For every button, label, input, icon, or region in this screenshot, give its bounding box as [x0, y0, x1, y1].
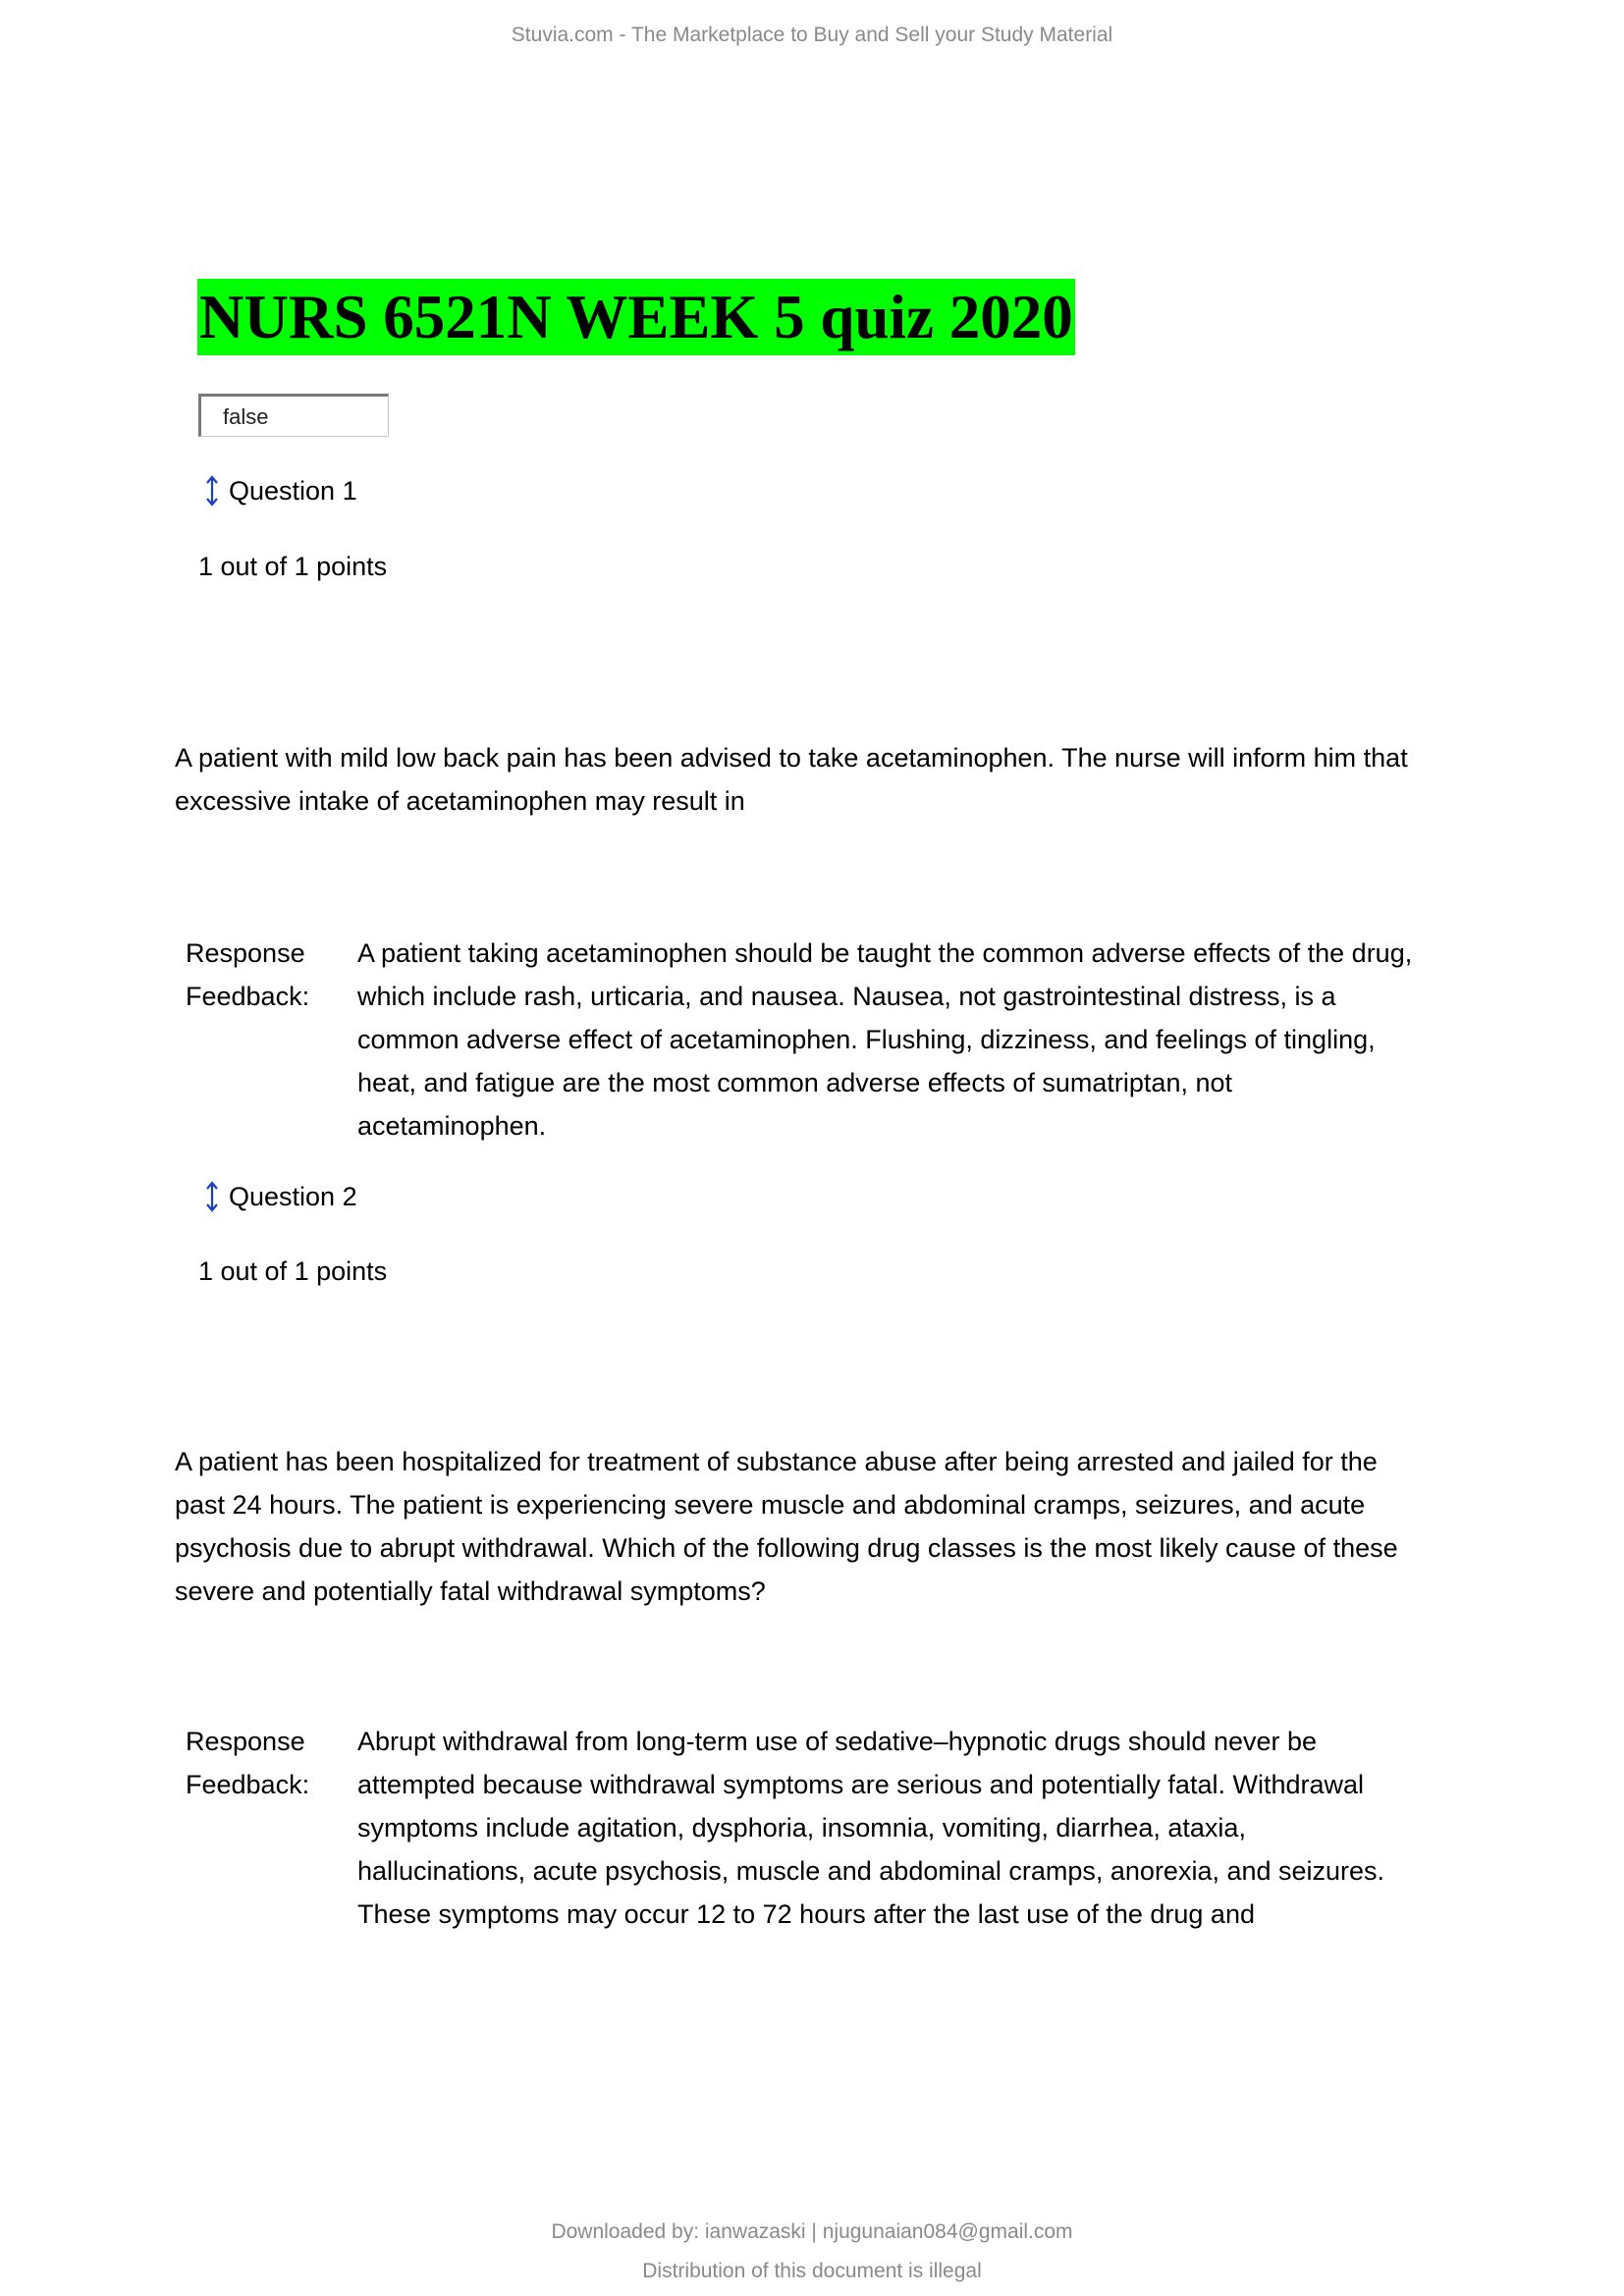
question-2-text: A patient has been hospitalized for treatment of substance abuse after being arrested and jailed for the past 24 hours. The patient is experiencing severe muscle and abdominal cramps, seizures, and acute psychosis due to abrupt withdrawal. Which of the following drug classes is the most likely cause of these severe and potentially fatal withdrawal symptoms? — [175, 1447, 1398, 1606]
footer-downloaded-by: Downloaded by: ianwazaski | njugunaian084@gmail.com — [551, 2220, 1073, 2243]
question-2-label: Question 2 — [229, 1181, 357, 1211]
question-1-feedback-label: Response Feedback: — [186, 938, 310, 1011]
status-field: false — [198, 394, 389, 437]
up-down-arrow-icon[interactable] — [203, 475, 221, 507]
question-1-label: Question 1 — [229, 475, 357, 506]
question-1-heading — [203, 475, 357, 507]
question-2-feedback: Abrupt withdrawal from long-term use of sedative–hypnotic drugs should never be attempted because withdrawal symptoms are serious and potentially fatal. Withdrawal symptoms include agitation, dysphoria, insomnia, vomiting, diarrhea, ataxia, hallucinations, acute psychosis, muscle and abdominal cramps, anorexia, and seizures. These symptoms may occur 12 to 72 hours after the last use of the drug and — [357, 1727, 1385, 1929]
footer-distribution-notice: Distribution of this document is illegal — [642, 2260, 982, 2282]
question-2-feedback-label: Response Feedback: — [186, 1727, 310, 1799]
question-2-heading — [203, 1181, 357, 1212]
question-1-text: A patient with mild low back pain has been advised to take acetaminophen. The nurse will inform him that excessive intake of acetaminophen may result in — [175, 743, 1408, 816]
document-title: NURS 6521N WEEK 5 quiz 2020 — [197, 279, 1075, 355]
question-1-points: 1 out of 1 points — [198, 552, 388, 581]
up-down-arrow-icon[interactable] — [203, 1181, 221, 1212]
question-1-feedback: A patient taking acetaminophen should be taught the common adverse effects of the drug, which include rash, urticaria, and nausea. Nausea, not gastrointestinal distress, is a common adverse effect of acetaminophen. Flushing, dizziness, and feelings of tingling, heat, and fatigue are the most common adverse effects of sumatriptan, not acetaminophen. — [357, 938, 1413, 1141]
page-header: Stuvia.com - The Marketplace to Buy and Sell your Study Material — [511, 24, 1113, 46]
question-2-points: 1 out of 1 points — [198, 1256, 388, 1286]
